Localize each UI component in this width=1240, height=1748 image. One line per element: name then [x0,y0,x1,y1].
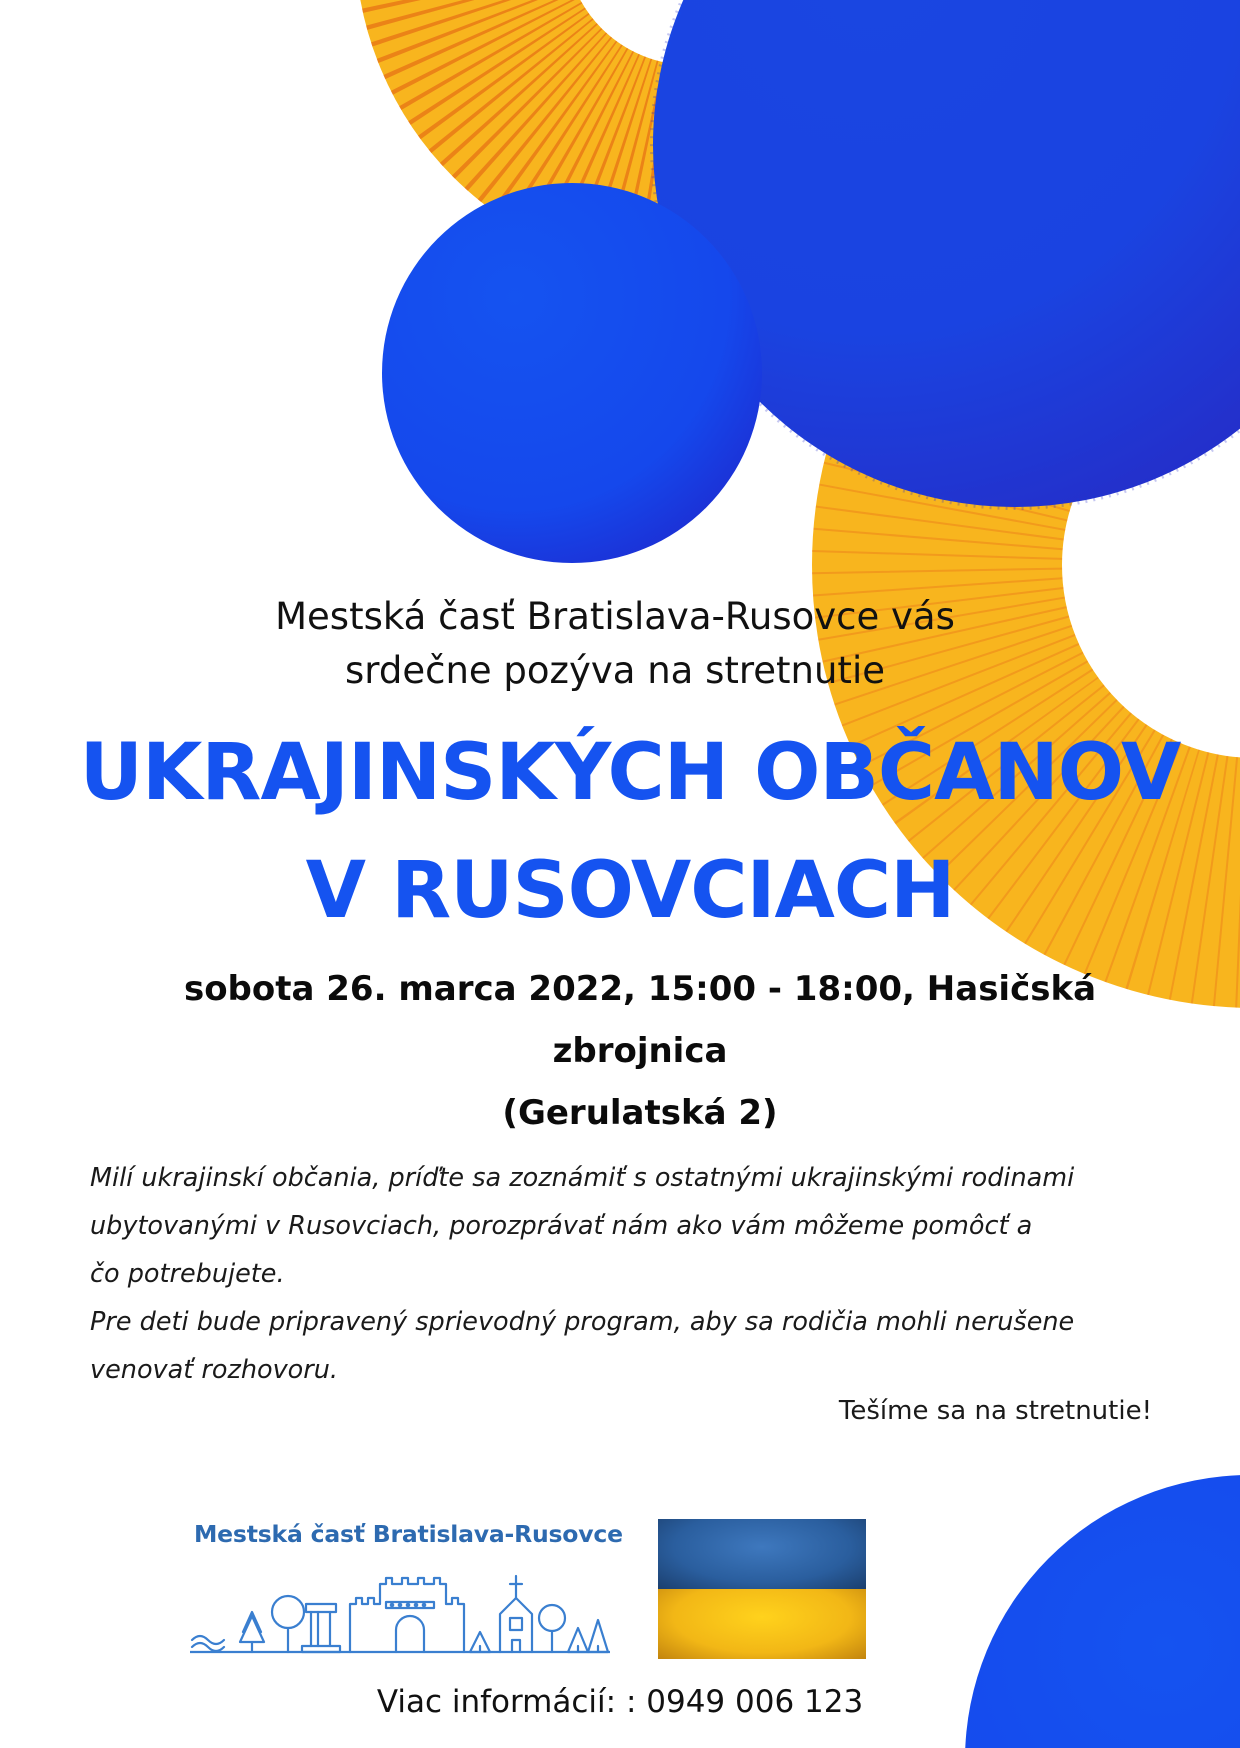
closing-text: Tešíme sa na stretnutie! [838,1396,1152,1426]
municipality-logo [190,1516,623,1658]
body-line: ubytovanými v Rusovciach, porozprávať nám ako vám môžeme pomôcť a [90,1211,1033,1241]
intro-text [180,590,1050,698]
ukraine-flag-icon [658,1519,866,1659]
flag-yellow-stripe [658,1589,866,1659]
body-line: Milí ukrajinskí občania, príďte sa zoznámiť s ostatnými ukrajinskými rodinami [90,1163,1075,1193]
blue-circle-medium [382,183,762,563]
contact-info: Viac informácií: : 0949 006 123 [376,1684,864,1720]
event-date-time-place: sobota 26. marca 2022, 15:00 - 18:00, Hasičská zbrojnica [183,969,1097,1071]
flag-blue-stripe [658,1519,866,1589]
logo-title: Mestská časť Bratislava-Rusovce [194,1520,623,1548]
body-line: čo potrebujete. [90,1259,285,1289]
town-skyline-icon [190,1554,610,1656]
invitation-body [90,1154,1160,1394]
headline-line-1: UKRAJINSKÝCH OBČANOV [79,728,1181,818]
body-line: Pre deti bude pripravený sprievodný program, aby sa rodičia mohli nerušene [90,1307,1075,1337]
event-details [110,958,1170,1144]
headline-line-2: V RUSOVCIACH [305,846,955,936]
blue-circle-bottom [965,1475,1240,1748]
intro-line-1: Mestská časť Bratislava-Rusovce vás [275,595,955,638]
body-line: venovať rozhovoru. [90,1355,339,1385]
intro-line-2: srdečne pozýva na stretnutie [345,649,885,692]
event-address: (Gerulatská 2) [502,1093,778,1133]
